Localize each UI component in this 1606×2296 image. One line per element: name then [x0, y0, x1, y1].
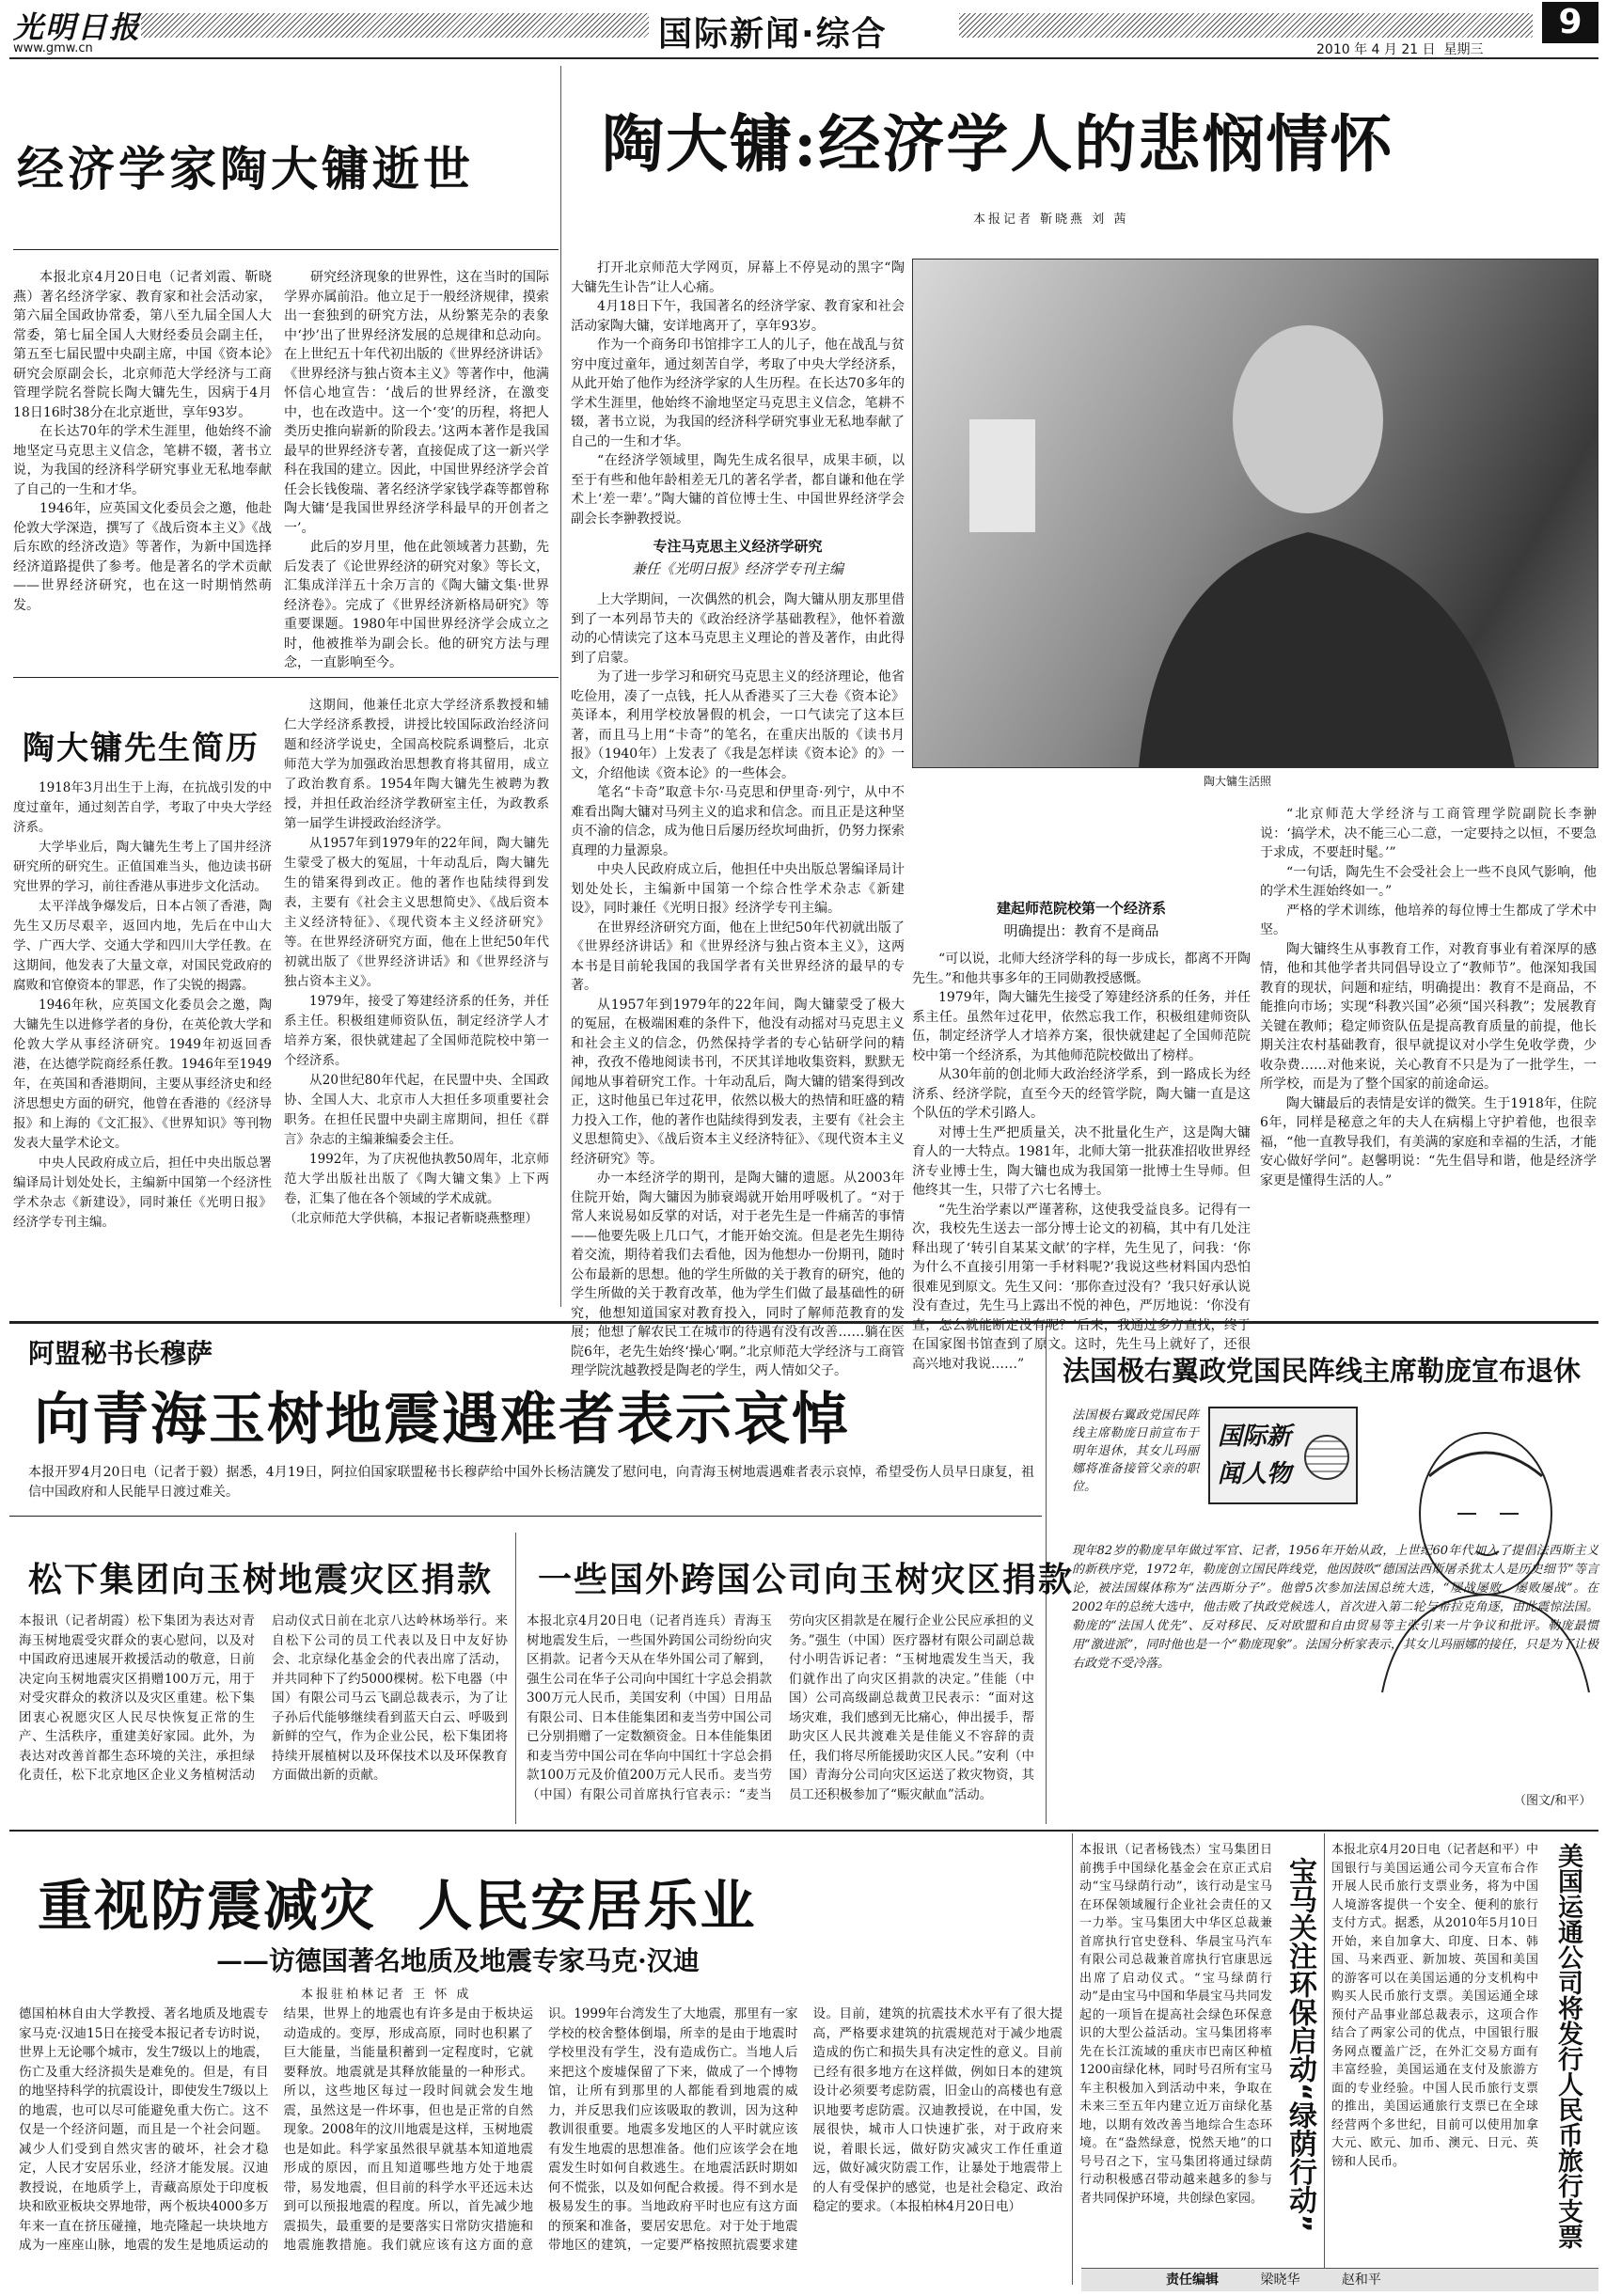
masthead [0, 0, 1606, 58]
feature-paragraph: 严格的学术训练，他培养的每位博士生都成了学术中坚。 [1260, 903, 1597, 937]
column-badge [1208, 1407, 1358, 1504]
bio-paragraph: 从20世纪80年代起，在民盟中央、全国政协、全国人大、北京市人大担任多项重要社会职务。在担任民盟中央副主席期间，担任《群言》杂志的主编兼编委会主任。 [284, 1073, 549, 1147]
france-credit: （图文/和平） [1514, 1794, 1592, 1808]
obituary-headline: 经济学家陶大镛逝世 [17, 141, 474, 197]
column-badge-label: 国际新闻人物 [1218, 1423, 1292, 1488]
editor-name: 梁晓华 [1260, 2272, 1300, 2288]
feature-paragraph: 笔名“卡奇”取意卡尔·马克思和伊里奇·列宁，从中不难看出陶大镛对马列主义的追求和信念。而且正是这种坚贞不渝的信念，成为他日后屡历经坎坷曲折，仍努力探索真理的力量源泉。 [571, 785, 905, 858]
upper-section-rule [9, 1321, 1598, 1324]
feature-headline: 陶大镛:经济学人的悲悯情怀 [602, 107, 1394, 181]
bio-paragraph: 这期间，他兼任北京大学经济系教授和辅仁大学经济系教授，讲授比较国际政治经济问题和经济学说史，全国高校院系调整后，北京师范大学为加强政治思想教育将其留用，成立了政治教育系。1954年陶大镛先生被聘为教授，并担任政治经济学教研室主任，为政教系第一届学生讲授政治经济学。 [284, 698, 549, 831]
feature-paragraph: “在经济学领域里，陶先生成名很早，成果丰硕，以至于有些和他年龄相差无几的著名学者，都自谦和他在学术上‘差一辈’。”陶大镛的首位博士生、中国世界经济学会副会长李翀教授说。 [571, 453, 905, 527]
feature-byline: 本报记者 靳晓燕 刘 茜 [973, 212, 1129, 227]
france-lead: 法国极右翼政党国民阵线主席勒庞日前宣布于明年退休，其女儿玛丽娜将准备接管父亲的职位。 [1072, 1408, 1199, 1494]
bio-paragraph: （北京师范大学供稿，本报记者靳晓燕整理） [284, 1211, 538, 1226]
bio-paragraph: 中央人民政府成立后，担任中央出版总署编译局计划处处长，主编新中国第一个经济性学术杂志《新建设》，同时兼任《光明日报》经济学专刊主编。 [13, 1156, 272, 1230]
asean-text: 本报开罗4月20日电（记者于毅）据悉，4月19日，阿拉伯国家联盟秘书长穆萨给中国外长杨洁篪发了慰问电，向青海玉树地震遇难者表示哀悼，希望受伤人员早日康复，祖信中国政府和人民能早日渡过难关。 [28, 1465, 1034, 1500]
obituary-paragraph: 在长达70年的学术生涯里，他始终不渝地坚定马克思主义信念，笔耕不辍，著书立说，为我国的经济科学研究事业无私地奉献了自己的一生和才华。 [13, 424, 272, 497]
feature-section1-subtitle: 兼任《光明日报》经济学专刊主编 [631, 560, 843, 577]
bmw-text: 本报讯（记者杨钱杰）宝马集团日前携手中国绿化基金会在京正式启动“宝马绿荫行动”，该行动是宝马在环保领域履行企业社会责任的又一力举。宝马集团大中华区总裁兼首席执行官史登科、华晨宝马汽车有限公司总裁兼首席执行官康思远出席了启动仪式。“宝马绿荫行动”是由宝马中国和华晨宝马共同发起的一项旨在提高社会绿色环保意识的大型公益活动。宝马集团将率先在长江流域的重庆市巴南区种植1200亩绿化林，同时号召所有宝马车主积极加入到活动中来，争取在未来三至五年内建立近万亩绿化基地，以期有效改善当地综合生态环境。在“盎然绿意，悦然天地”的口号号召之下，宝马集团将通过绿荫行动积极感召带动越来越多的参与者共同保护环境，共创绿色家园。 [1079, 1843, 1272, 2206]
obituary-rule [13, 249, 559, 250]
interview-headline: 重视防震减灾 人民安居乐业 [38, 1874, 757, 1938]
france-text: 现年82岁的勒庞早年做过军官、记者，1956年开始从政，上世纪60年代加入了提倡法西斯主义的新秩序党，1972年，勒庞创立国民阵线党，他因鼓吹“德国法西斯屠杀犹太人是历史细节”等言论，被法国媒体称为“法西斯分子”。他曾5次参加法国总统大选，“屡战屡败，屡败屡战”。在2002年的总统大选中，他击败了执政党候选人，首次进入第二轮与希拉克角逐，由此震惊法国。勒庞的“法国人优先”、反对移民、反对欧盟和自由贸易等主张引来一片争议和批评。勒庞最惯用“激进派”，同时他也是一个“勒庞现象”。法国分析家表示，其女儿玛丽娜的接任，只是为了让极右政党不受冷落。 [1072, 1544, 1598, 1671]
footer-bar [1081, 2268, 1598, 2291]
asean-kicker: 阿盟秘书长穆萨 [28, 1338, 213, 1369]
obituary-col-1 [13, 268, 272, 663]
feature-paragraph: “一句话，陶先生不会受社会上一些不良风气影响，他的学术生涯始终如一。” [1260, 864, 1597, 899]
obituary-paragraph: 此后的岁月里，他在此领域著力甚勤，先后发表了《论世界经济的研究对象》等长文，汇集成洋洋五十余万言的《陶大镛文集·世界经济卷》。完成了《世界经济新格局研究》等重要课题。1980年中国世界经济学会成立之时，他被推举为副会长。他的研究方法与理念，一直影响至今。 [284, 540, 549, 670]
feature-paragraph: “先生治学素以严谨著称，这使我受益良多。记得有一次，我校先生送去一部分博士论文的初稿，其中有几处注释出现了‘转引自某某文献’的字样，先生见了，问我：‘你为什么不直接引用第一手材料呢?’我说这些材料国内恐怕很难见到原文。先生又问：‘那你查过没有？’我只好承认说没有查过，先生马上露出不悦的神色，严厉地说：‘你没有查，怎么就能断定没有呢？’后来，我通过多方查找，终于在国家图书馆查到了原文。这时，先生马上就好了，还很高兴地对我说……” [912, 1202, 1251, 1372]
obituary-paragraph: 1946年，应英国文化委员会之邀，他赴伦敦大学深造，撰写了《战后资本主义》《战后东欧的经济改造》等著作，为新中国选择经济道路提供了参考。他是著名的学术贡献——世界经济研究，也在这一时期悄然萌发。 [13, 501, 272, 613]
feature-paragraph: 从30年前的创北师大政治经济学系，到一路成长为经济系、经济学院，直至今天的经管学院，陶大镛一直是这个队伍的学术引路人。 [912, 1067, 1251, 1121]
citibank-headline: 美国运通公司将发行人民币旅行支票 [1553, 1843, 1582, 2249]
feature-section2-subtitle: 明确提出：教育不是商品 [1003, 922, 1159, 939]
checker-name: 赵和平 [1341, 2272, 1381, 2288]
website-url: www.gmw.cn [13, 41, 93, 55]
interview-text: 德国柏林自由大学教授、著名地质及地震专家马克·汉迪15日在接受本报记者专访时说，世界上无论哪个城市，发生7级以上的地震，伤亡及重大经济损失是难免的。但是，有目的地坚持科学的抗震设计，即使发生7级以上的地震，也可以尽可能避免重大伤亡。这不仅是一个经济问题，而且是一个社会问题。减少人们受到自然灾害的破坏，社会才稳定，人民才安居乐业，经济才能发展。汉迪教授说，在地质学上，青藏高原处于印度板块和欧亚板块交界地带，两个板块4000多万年来一直在挤压碰撞，地壳隆起一块块地方成为一座座山脉，地震的发生是地质运动的结果，世界上的地震也有许多是由于板块运动造成的。变厚，形成高原，同时也积累了巨大能量，当能量积蓄到一定程度时，它就要释放。地震就是其释放能量的一种形式。所以，这些地区每过一段时间就会发生地震，虽然这是一件坏事，但也是正常的自然现象。2008年的汶川地震是这样，玉树地震也是如此。科学家虽然很早就基本知道地震形成的原因，而且知道哪些地方处于地震带，易发地震，但目前的科学水平还远未达到可以预报地震的程度。所以，首先减少地震损失，最重要的是要落实日常防灾措施和地震施教措施。我们就应该有这方面的意识。1999年台湾发生了大地震，那里有一家学校的校舍整体倒塌，所幸的是由于地震时学校里没有学生，没有造成伤亡。当地人后来把这个废墟保留了下来，做成了一个博物馆，让所有到那里的人都能看到地震的威力，并反思我们应该吸取的教训，因为这种教训很重要。地震多发地区的人平时就应该有发生地震的思想准备。他们应该学会在地震发生时如何自救逃生。在地震活跃时期如何不慌张，以及如何配合救援。得不到水是极易发生的事。当地政府平时也应有这方面的预案和准备，要居安思危。对于处于地震带地区的建筑，一定要严格按照抗震要求建设。目前，建筑的抗震技术水平有了很大提高，严格要求建筑的抗震规范对于减少地震造成的伤亡和损失具有决定性的意义。目前已经有很多地方在这样做，例如日本的建筑设计必须要考虑防震，旧金山的高楼也有意识地要考虑防震。汉迪教授说，在中国，发展很快，城市人口快速扩张，对于政府来说，着眼长远，做好防灾减灾工作任重道远，做好减灾防震工作，让暴处于地震带上的人有受保护的感觉，也是社会稳定、政治稳定的要求。（本报柏林4月20日电） [19, 2006, 1063, 2253]
feature-paragraph: 从1957年到1979年的22年间，陶大镛蒙受了极大的冤屈，在极端困难的条件下，他没有动摇对马克思主义和社会主义的信念，仍然保持学者的专心钻研学问的精神，孜孜不倦地阅读书刊，不厌其详地收集资料，默默无闻地从事着研究工作。十年动乱后，陶大镛的错案得到改正，这时他虽已年过花甲，依然以极大的热情和旺盛的精力投入工作，他的著作也陆续得到发表，主要有《社会主义思想简史》、《战后资本主义经济特征》、《现代资本主义经济研究》等。 [571, 997, 905, 1167]
feature-section2-title: 建起师范院校第一个经济系 [996, 900, 1166, 917]
bio-col-2 [284, 696, 549, 1294]
obituary-paragraph: 研究经济现象的世界性，这在当时的国际学界亦属前沿。他立足于一般经济规律，摸索出一套独到的研究方法，从纷繁芜杂的表象中‘抄’出了世界经济发展的总规律和总动向。在上世纪五十年代初出版的《世界经济讲话》《世界经济与独占资本主义》等著作中，他满怀信心地宣告：‘战后的世界经济，在激变中，也在改造中。这一个‘变’的历程，将把人类历史推向崭新的阶段去。’这两本著作是我国最早的世界经济专著，直接促成了这一新兴学科在我国的建立。因此，中国世界经济学会首任会长钱俊瑞、著名经济学家钱学森等都曾称陶大镛‘是我国世界经济学科最早的开创者之一’。 [284, 270, 549, 536]
obituary-paragraph: 本报北京4月20日电（记者刘霞、靳晓燕）著名经济学家、教育家和社会活动家，第六届全国政协常委，第八至九届全国人大常委，第七届全国人大财经委员会副主任，第五至七届民盟中央副主席，中国《资本论》研究会原副会长，北京师范大学经济与工商管理学院名誉院长陶大镛先生，因病于4月18日16时38分在北京逝世，享年93岁。 [13, 270, 272, 420]
feature-paragraph: 对博士生严把质量关，决不批量化生产，这是陶大镛育人的一大特点。1981年，北师大第一批获准招收世界经济专业博士生，陶大镛也成为我国第一批博士生导师。但他终其一生，只带了六七名博士。 [912, 1124, 1251, 1198]
section-title: 国际新闻·综合 [658, 15, 888, 54]
issue-date [1316, 39, 1484, 58]
bio-paragraph: 大学毕业后，陶大镛先生考上了国井经济研究所的研究生。正值国难当头，他边读书研究世界的学习，前往香港从事进步文化活动。 [13, 840, 272, 894]
feature-section1-title: 专注马克思主义经济学研究 [653, 538, 823, 555]
feature-col-1b [571, 590, 905, 1378]
bio-paragraph: 1979年，接受了筹建经济系的任务，并任系主任。积极组建师资队伍，制定经济学人才培养方案，很快就建起了全国师范院校中第一个经济系。 [284, 994, 549, 1068]
feature-paragraph: 陶大镛最后的表情是安详的微笑。生于1918年，住院6年，同样是秘意之年的夫人在病榻上守护着他，也很幸福，“他一直教导我们，有美满的家庭和幸福的生活，才能安心做好学问”。赵馨明说：“先生倡导和谐，他是经济学家更是懂得生活的人。” [1260, 1095, 1597, 1188]
weekday-text: 星期三 [1443, 42, 1484, 57]
panasonic-headline: 松下集团向玉树地震灾区捐款 [28, 1560, 494, 1599]
person-silhouette-icon [913, 259, 1598, 767]
feature-paragraph: 作为一个商务印书馆排字工人的儿子，他在战乱与贫穷中度过童年，通过刻苦自学，考取了中央大学经济系，从此开始了他作为经济学家的人生历程。在长达70多年的学术生涯里，他始终不渝地坚定马克思主义信念，笔耕不辍，著书立说，为我国的经济科学研究事业无私地奉献了自己的一生和才华。 [571, 338, 905, 449]
bio-paragraph: 1992年，为了庆祝他执教50周年，北京师范大学出版社出版了《陶大镛文集》上下两卷，汇集了他在各个领域的学术成就。 [284, 1152, 549, 1206]
asean-rule [9, 1516, 1042, 1517]
mid-section-rule [9, 1830, 1598, 1832]
feature-paragraph: 上大学期间，一次偶然的机会，陶大镛从朋友那里借到了一本列昂节夫的《政治经济学基础教程》，他怀着激动的心情读完了这本马克思主义理论的普及著作，由此得到了启蒙。 [571, 592, 905, 666]
amex-divider [1324, 1833, 1325, 2285]
feature-paragraph: “可以说，北师大经济学科的每一步成长，都离不开陶先生。”和他共事多年的王同勋教授感慨。 [912, 951, 1251, 986]
citibank-text: 本报北京4月20日电（记者赵和平）中国银行与美国运通公司今天宣布合作开展人民币旅行支票业务，将为中国人境游客提供一个安全、便利的旅行支付方式。据悉，从2010年5月10日开始，来自加拿大、印度、日本、韩国、马来西亚、新加坡、英国和美国的游客可以在美国运通的分支机构中购买人民币旅行支票。美国运通全球预付产品事业部总裁表示，这项合作结合了两家公司的优点，中国银行服务网点覆盖广泛，在外汇交易方面有丰富经验，美国运通在支付及旅游方面的专业经验。中国人民币旅行支票的推出，美国运通旅行支票已在全球经营两个多世纪，目前可以使用加拿大元、欧元、加币、澳元、日元、英镑和人民币。 [1331, 1843, 1538, 2169]
france-headline: 法国极右翼政党国民阵线主席勒庞宣布退休 [1063, 1355, 1582, 1387]
feature-paragraph: 陶大镛终生从事教育工作，对教育事业有着深厚的感情，他和其他学者共同倡导设立了“教师节”。他深知我国教育的现状，问题和症结，明确提出：教育不是商品，不能推向市场；实现“科教兴国”必须“国兴科教”；发展教育关键在教师；稳定师资队伍是提高教育质量的前提，他长期关注农村基础教育，很早就提议对小学生免收学费，少收杂费……对他来说，关心教育不只是为了一批学生，一所学校，而是为了整个国家的前途命运。 [1260, 941, 1597, 1092]
newspaper-logo: 光明日报 [13, 9, 142, 45]
globe-icon [1304, 1435, 1349, 1480]
asean-headline: 向青海玉树地震遇难者表示哀悼 [34, 1387, 850, 1453]
bio-top-rule [13, 677, 559, 678]
feature-col-1 [571, 259, 905, 526]
interview-byline: 本报驻柏林记者 王 怀 成 [301, 1988, 472, 2002]
masthead-hatch-left [141, 13, 649, 38]
masthead-rule [9, 57, 1598, 59]
panasonic-text: 本报讯（记者胡霞）松下集团为表达对青海玉树地震受灾群众的衷心慰问，以及对中国政府迅速展开救援活动的敬意，日前决定向玉树地震灾区捐赠100万元，用于对受灾群众的救济以及灾区重建。松下集团衷心祝愿灾区人民尽快恢复正常的生产、生活秩序，重建美好家园。此外，为表达对改善首都生态环境的关注，承担绿化责任，松下北京地区企业义务植树活动启动仪式日前在北京八达岭林场举行。来自松下公司的员工代表以及日中友好协会、北京绿化基金会的代表出席了活动，并共同种下了约5000棵树。松下电器（中国）有限公司马云飞副总裁表示，为了让子孙后代能够继续看到蓝天白云、呼吸到新鲜的空气，作为企业公民，松下集团将持续开展植树以及环保技术以及环保教育方面做出新的贡献。 [19, 1613, 508, 1783]
bmw-headline: 宝马关注环保启动“绿荫行动” [1283, 1857, 1316, 2233]
panasonic-divider [515, 1533, 516, 1824]
feature-paragraph: 办一本经济学的期刊，是陶大镛的遗愿。从2003年住院开始，陶大镛因为肺衰竭就开始用呼吸机了。“对于常人来说易如反掌的对话，对于老先生是一件痛苦的事情——他要先吸上几口气，才能开始交流。但是老先生期待着交流，期待着我们去看他，因为他想办一份期刊，随时公布最新的思想。他的学生所做的关于教育的研究，他的学生所做的关于教育改革，他为学生们做了最基础性的研究，他想知道国家对教育投入，同时了解师范教育的发展；他想了解农民工在城市的待遇有没有改善……躺在医院6年，老先生始终‘操心’啊。”北京师范大学经济与工商管理学院沈越教授是陶老的学生，两人情如父子。 [571, 1171, 905, 1378]
masthead-hatch-right [959, 13, 1533, 38]
feature-paragraph: 为了进一步学习和研究马克思主义的经济理论，他省吃俭用，凑了一点钱，托人从香港买了三大卷《资本论》英译本，利用学校放暑假的机会，一口气读完了这本巨著，而且马上用“卡奇”的笔名，在重庆出版的《读书月报》（1940年）上发表了《我是怎样读《资本论》的》一文，介绍他读《资本论》的一些体会。 [571, 669, 905, 781]
bio-paragraph: 太平洋战争爆发后，日本占领了香港，陶先生又历尽艰辛，返回内地，先后在中山大学、广西大学、交通大学和四川大学任教。在这期间，他发表了大量文章，对国民党政府的腐败和官僚资本的罪恶，作了尖锐的揭露。 [13, 899, 272, 993]
multinationals-headline: 一些国外跨国公司向玉树灾区捐款 [538, 1560, 1075, 1599]
feature-paragraph: 打开北京师范大学网页，屏幕上不停晃动的黑字“陶大镛先生讣告”让人心痛。 [571, 260, 905, 295]
obituary-col-2 [284, 268, 549, 670]
feature-paragraph: 1979年，陶大镛先生接受了筹建经济系的任务，并任系主任。虽然年过花甲，依然忘我工作，积极组建师资队伍，制定经济学人才培养方案，很快就建起了全国师范院校中第一个经济系，为其他师范院校做出了榜样。 [912, 990, 1251, 1063]
bio-paragraph: 1918年3月出生于上海，在抗战引发的中度过童年，通过刻苦自学，考取了中央大学经济系。 [13, 780, 272, 835]
feature-col-2b [912, 950, 1251, 1372]
feature-paragraph: 中央人民政府成立后，他担任中央出版总署编译局计划处处长，主编新中国第一个综合性学术杂志《新建设》，同时兼任《光明日报》经济学专刊主编。 [571, 862, 905, 916]
page-number: 9 [1542, 2, 1598, 43]
multinationals-text: 本报北京4月20日电（记者肖连兵）青海玉树地震发生后，一些国外跨国公司纷纷向灾区捐款。记者今天从在华外国公司了解到，强生公司在华子公司向中国红十字总会捐款300万元人民币，美国安利（中国）日用品有限公司、日本佳能集团和麦当劳中国公司已分别捐赠了一定数额资金。日本佳能集团和麦当劳中国公司在华向中国红十字总会捐款100万元及价值200万元人民币。麦当劳（中国）有限公司首席执行官表示：“麦当劳向灾区捐款是在履行企业公民应承担的义务。”强生（中国）医疗器材有限公司副总裁付小明告诉记者：“玉树地震发生当天，我们就作出了向灾区捐款的决定。”佳能（中国）公司高级副总裁黄卫民表示：“面对这场灾难，我们感到无比痛心，伸出援手，帮助灾区人民共渡难关是佳能义不容辞的责任，我们将尽所能援助灾区人民。”安利（中国）青海分公司向灾区运送了救灾物资，其员工还积极参加了“赈灾献血”活动。 [527, 1613, 1034, 1802]
photo-caption: 陶大镛生活照 [1204, 775, 1272, 788]
feature-paragraph: 4月18日下午，我国著名的经济学家、教育家和社会活动家陶大镛，安详地离开了，享年93岁。 [571, 299, 905, 334]
bio-headline: 陶大镛先生简历 [23, 730, 260, 767]
bio-paragraph: 从1957年到1979年的22年间，陶大镛先生蒙受了极大的冤屈，十年动乱后，陶大镛先生的错案得到改正。他的著作也陆续得到发表，主要有《社会主义思想简史》、《战后资本主义经济特征》、《现代资本主义经济研究》等。在世界经济研究方面，他在上世纪50年代初就出版了《世界经济讲话》和《世界经济与独占资本主义》。 [284, 836, 549, 989]
bio-col-1 [13, 778, 272, 1294]
editor-label: 责任编辑 [1166, 2272, 1219, 2288]
feature-paragraph: 在世界经济研究方面，他在上世纪50年代初就出版了《世界经济讲话》和《世界经济与独占资本主义》，这两本书是目前轮我国的我国学者有关世界经济的最早的专著。 [571, 920, 905, 993]
feature-col-3 [1260, 805, 1597, 1313]
bio-paragraph: 1946年秋，应英国文化委员会之邀，陶大镛先生以进修学者的身份，在英伦敦大学和伦敦大学从事经济研究。1949年初返回香港，在达德学院商经系任教。1946年至1949年，在英国和香港期间，主要从事经济史和经济思想史方面的研究，他曾在香港的《经济导报》和上海的《文汇报》、《世界知识》等刊物发表大量学术论文。 [13, 998, 272, 1151]
portrait-photo [912, 259, 1598, 768]
date-text: 2010 年 4 月 21 日 [1316, 42, 1436, 57]
feature-paragraph: “北京师范大学经济与工商管理学院副院长李翀说：‘搞学术，决不能三心二意，一定要持之以恒，不要急于求成，不要赶时髦。’” [1260, 807, 1597, 860]
interview-subtitle: ——访德国著名地质及地震专家马克·汉迪 [216, 1945, 700, 1976]
bmw-divider [1072, 1833, 1073, 2285]
obituary-column-divider [560, 66, 561, 1307]
